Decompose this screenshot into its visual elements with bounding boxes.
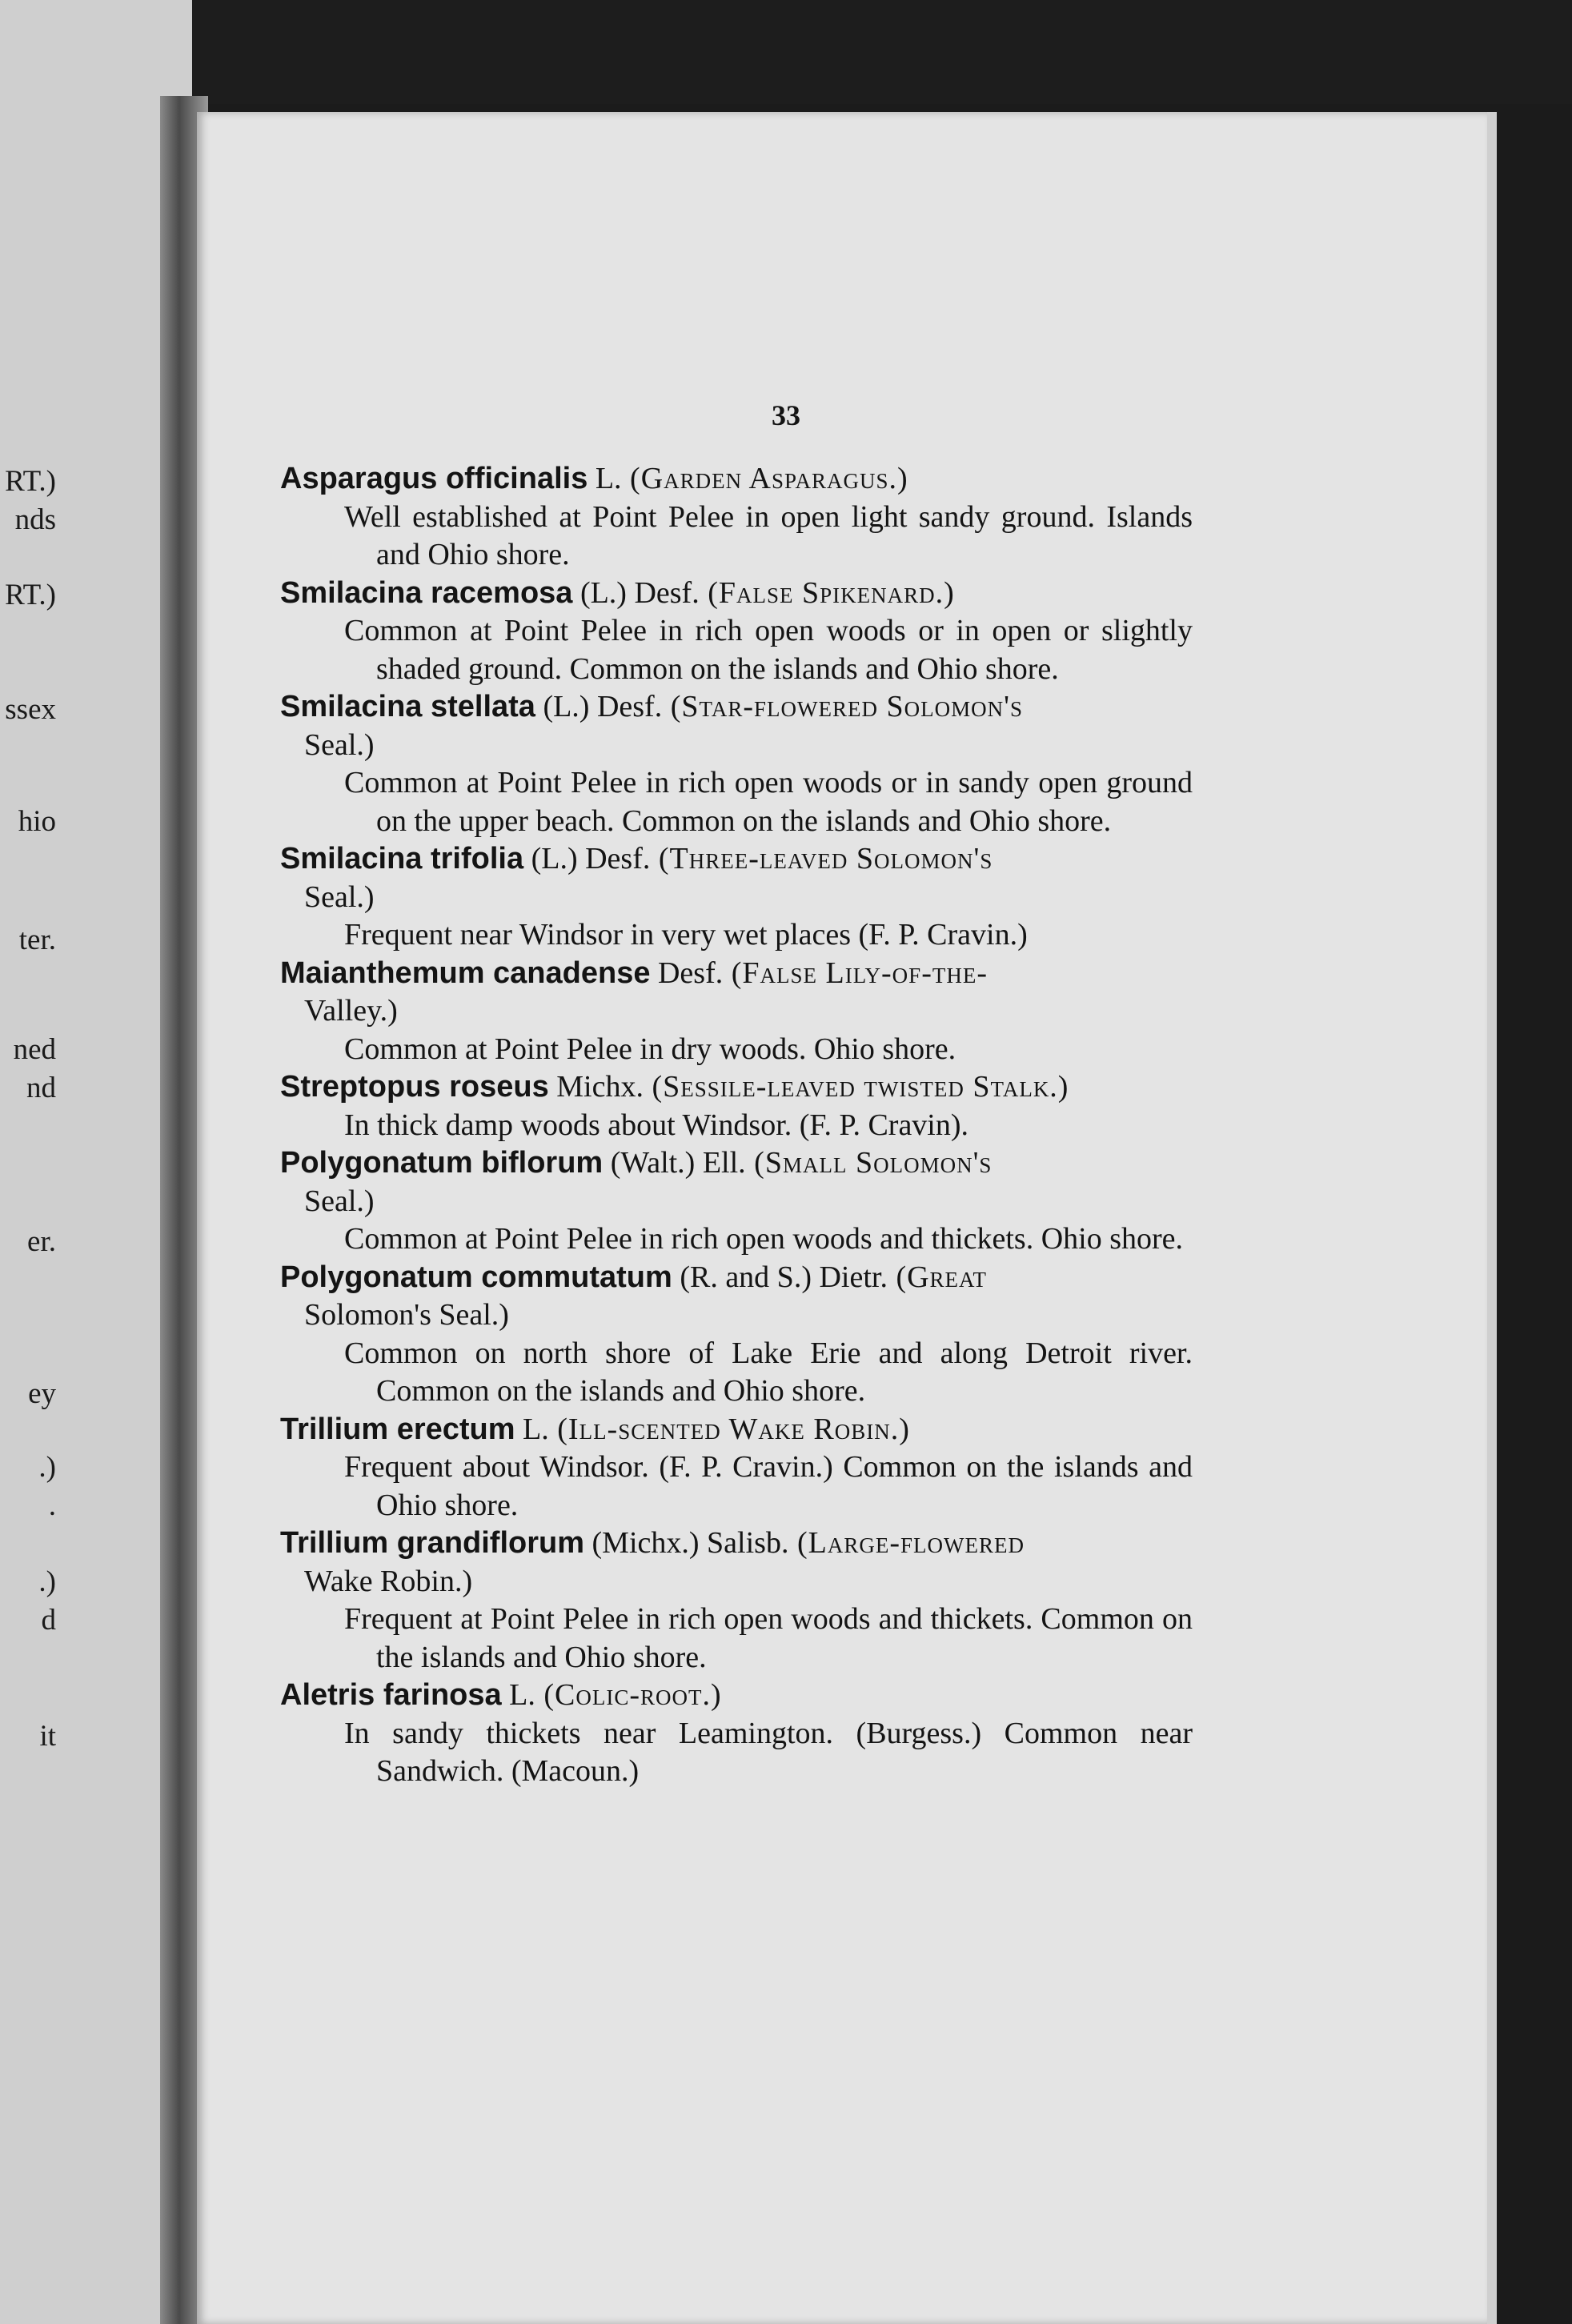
common-name: (Large-flowered: [788, 1526, 1025, 1560]
species-entry: [280, 1411, 1193, 1525]
opposite-page-fragment: er.: [27, 1225, 56, 1258]
authority: L.: [515, 1412, 549, 1446]
species-entry: [280, 1677, 1193, 1791]
authority: (L.) Desf.: [572, 575, 700, 610]
common-name: (Great: [887, 1260, 988, 1294]
species-entry: [280, 840, 1193, 955]
species-description: Frequent at Point Pelee in rich open woods and thickets. Common on the islands and Ohio shore.: [344, 1602, 1193, 1674]
species-entry: [280, 1259, 1193, 1411]
species-heading: [280, 575, 1193, 613]
species-description: Common at Point Pelee in dry woods. Ohio shore.: [344, 1032, 956, 1066]
species-description: Well established at Point Pelee in open light sandy ground. Islands and Ohio shore.: [344, 499, 1193, 571]
common-name: (Sessile-leaved twisted Stalk.): [643, 1070, 1069, 1104]
species-list: [280, 460, 1193, 1791]
authority: Desf.: [650, 956, 724, 990]
scientific-name: Aletris farinosa: [280, 1678, 502, 1712]
opposite-page-fragment: ssex: [5, 693, 56, 726]
species-entry: [280, 460, 1193, 575]
opposite-page-fragment: .): [38, 1565, 56, 1598]
species-heading: [280, 1259, 1193, 1297]
authority: (L.) Desf.: [523, 842, 651, 876]
common-name: (False Lily-of-the-: [723, 956, 988, 990]
common-name: (False Spikenard.): [699, 575, 955, 610]
common-name-continuation: Seal.): [304, 880, 375, 914]
species-description: Frequent about Windsor. (F. P. Cravin.) Common on the islands and Ohio shore.: [344, 1450, 1193, 1522]
species-entry: [280, 955, 1193, 1069]
authority: (L.) Desf.: [535, 690, 663, 723]
scientific-name: Smilacina stellata: [280, 690, 535, 723]
scientific-name: Trillium erectum: [280, 1412, 515, 1446]
species-heading: [280, 1068, 1193, 1107]
species-heading: [280, 1525, 1193, 1563]
page-edge: [1487, 112, 1497, 2324]
common-name: (Ill-scented Wake Robin.): [548, 1412, 910, 1446]
common-name-continuation: Seal.): [304, 727, 375, 762]
scientific-name: Maianthemum canadense: [280, 956, 651, 990]
authority: (Walt.) Ell.: [603, 1146, 746, 1180]
opposite-page-fragment: .: [48, 1489, 56, 1522]
authority: L.: [501, 1678, 535, 1712]
species-description: In thick damp woods about Windsor. (F. P. Cravin).: [344, 1108, 969, 1142]
scan-top-border: [0, 0, 1572, 104]
opposite-page-fragment: ter.: [18, 924, 56, 956]
scientific-name: Streptopus roseus: [280, 1070, 549, 1104]
species-heading: [280, 1411, 1193, 1449]
species-heading: [280, 460, 1193, 499]
opposite-page-fragment: d: [41, 1604, 56, 1637]
opposite-page-fragment: nd: [26, 1072, 56, 1104]
opposite-page-fragment: RT.): [5, 579, 56, 611]
common-name: (Garden Asparagus.): [621, 462, 908, 495]
opposite-page-fragment: nds: [14, 503, 56, 536]
species-description: Common at Point Pelee in rich open woods or in sandy open ground on the upper beach. Common on the islands and Ohio shore.: [344, 766, 1193, 838]
authority: L.: [587, 462, 622, 495]
opposite-page-fragment: .): [38, 1451, 56, 1484]
species-description: Frequent near Windsor in very wet places (F. P. Cravin.): [344, 918, 1028, 952]
common-name-continuation: Seal.): [304, 1184, 375, 1218]
species-entry: [280, 575, 1193, 689]
scientific-name: Asparagus officinalis: [280, 462, 588, 495]
species-entry: [280, 688, 1193, 840]
authority: Michx.: [548, 1070, 644, 1104]
opposite-page-fragment: ned: [13, 1033, 56, 1066]
species-heading: [280, 1677, 1193, 1715]
species-entry: [280, 1144, 1193, 1259]
common-name: (Three-leaved Solomon's: [650, 842, 993, 876]
opposite-page-fragment: it: [39, 1720, 56, 1753]
authority: (R. and S.) Dietr.: [672, 1260, 888, 1294]
scientific-name: Polygonatum commutatum: [280, 1260, 672, 1294]
page-number: 33: [772, 399, 800, 431]
species-entry: [280, 1068, 1193, 1144]
opposite-page-fragment: RT.): [5, 465, 56, 498]
species-description: In sandy thickets near Leamington. (Burgess.) Common near Sandwich. (Macoun.): [344, 1716, 1193, 1788]
scientific-name: Trillium grandiflorum: [280, 1526, 585, 1560]
scientific-name: Polygonatum biflorum: [280, 1146, 604, 1180]
species-description: Common on north shore of Lake Erie and along Detroit river. Common on the islands and Ohio shore.: [344, 1336, 1193, 1408]
authority: (Michx.) Salisb.: [584, 1526, 789, 1560]
scientific-name: Smilacina racemosa: [280, 575, 573, 610]
species-heading: [280, 1144, 1193, 1183]
species-heading: [280, 955, 1193, 993]
opposite-page-fragment: ey: [28, 1377, 56, 1410]
scientific-name: Smilacina trifolia: [280, 842, 524, 876]
common-name-continuation: Wake Robin.): [304, 1564, 473, 1598]
species-description: Common at Point Pelee in rich open woods and thickets. Ohio shore.: [344, 1222, 1184, 1256]
species-heading: [280, 840, 1193, 879]
common-name-continuation: Valley.): [304, 994, 398, 1028]
species-entry: [280, 1525, 1193, 1677]
opposite-page-fragment: hio: [18, 805, 56, 838]
common-name-continuation: Solomon's Seal.): [304, 1298, 509, 1332]
common-name: (Colic-root.): [535, 1678, 722, 1712]
common-name: (Small Solomon's: [745, 1146, 993, 1180]
species-heading: [280, 688, 1193, 727]
common-name: (Star-flowered Solomon's: [662, 690, 1023, 723]
species-description: Common at Point Pelee in rich open woods or in open or slightly shaded ground. Common on the islands and Ohio shore.: [344, 614, 1193, 686]
